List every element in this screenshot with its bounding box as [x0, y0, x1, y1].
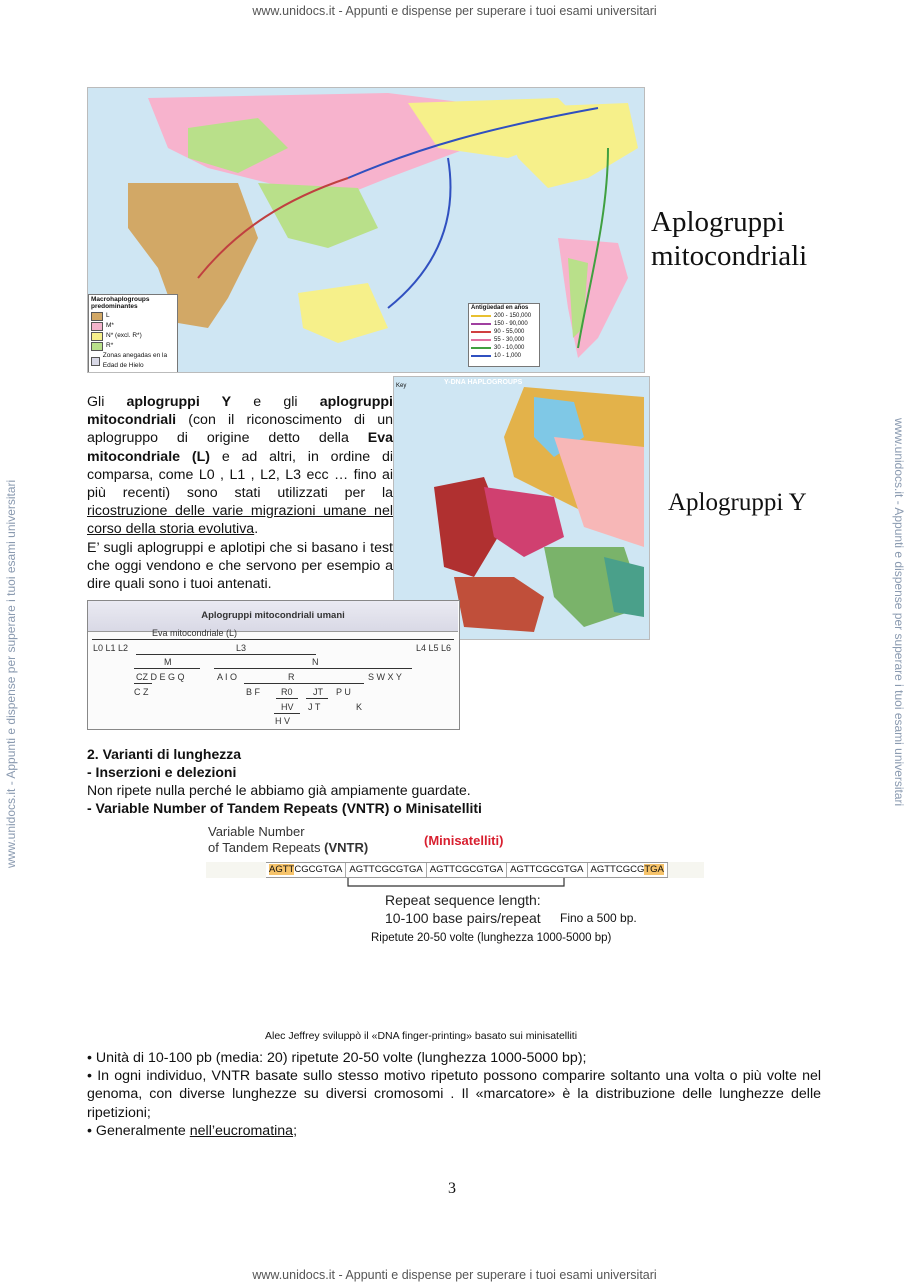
tree-row1-left: L0 L1 L2	[93, 643, 129, 653]
mito-haplogroup-map	[87, 87, 645, 373]
age-legend-items	[469, 312, 539, 360]
tree-row6: H V	[275, 716, 291, 726]
caption-mito: Aplogruppi mitocondriali	[651, 206, 808, 272]
tree-line-cz	[134, 683, 152, 684]
legend-label: N* (excl. R*)	[106, 332, 142, 339]
para-text-3: (con il riconoscimento di un aplogruppo di origine detto della	[87, 412, 393, 447]
bullet-list	[87, 1049, 821, 1140]
vntr-repeat-unit: AGTTCGCGTGA	[427, 863, 507, 877]
vntr-repeat-unit: AGTTCGCGTGA	[507, 863, 587, 877]
tree-M: M	[164, 657, 172, 667]
legend-label: Zonas anegadas en la Edad de Hielo	[102, 352, 168, 369]
tree-eva: Eva mitocondriale (L)	[152, 628, 238, 638]
tree-line-n	[214, 668, 412, 669]
para-text-4: e ad altri, in ordine di comparsa, come L0 , L1 , L2, L3 ecc … fino ai più recenti) sono stati utilizzati per la	[87, 448, 393, 502]
vntr-repeat-unit: AGTTCGCGTGA	[588, 863, 668, 877]
tree-row3-b: A I O	[217, 672, 238, 682]
age-legend-item	[469, 320, 539, 328]
tree-row5-K: K	[356, 702, 363, 712]
tree-line-m	[134, 668, 200, 669]
vntr-repeat-1: Repeat sequence length:	[385, 892, 541, 908]
vntr-repeat-unit: AGTTCGCGTGA	[266, 863, 346, 877]
section-2-sub1: - Inserzioni e delezioni	[87, 764, 237, 780]
para-text-2: e gli	[231, 394, 320, 410]
legend-label: R*	[106, 342, 114, 349]
vntr-repeat-unit: AGTTCGCGTGA	[346, 863, 426, 877]
para-bold-3: Eva mitocondriale (L)	[87, 430, 393, 465]
age-legend-label: 90 - 55,000	[494, 329, 525, 335]
para-2: E’ sugli aplogruppi e aplotipi che si basano i test che oggi vendono e che servono per esempio a dire quali sono i tuoi antenati.	[87, 539, 393, 593]
tree-row4-JT: JT	[313, 687, 323, 697]
bullet-3-pre: • Generalmente	[87, 1122, 190, 1139]
section-2-sub2: - Variable Number of Tandem Repeats (VNTR) o Minisatelliti	[87, 800, 482, 816]
vntr-label-2-bold: (VNTR)	[324, 840, 369, 855]
tree-line-l3	[136, 654, 316, 655]
section-2-text1: Non ripete nulla perché le abbiamo già ampiamente guardate.	[87, 782, 471, 798]
alec-note: Alec Jeffrey sviluppò il «DNA finger-printing» basato sui minisatelliti	[265, 1030, 578, 1042]
para-text-1: Gli	[87, 394, 127, 410]
para-underline: ricostruzione delle varie migrazioni umane nel corso della storia evolutiva	[87, 503, 393, 538]
tree-row4-RO: R0	[281, 687, 293, 697]
legend-label: L	[106, 312, 110, 319]
age-legend-title: Antigüedad en años	[471, 305, 529, 311]
age-legend-label: 55 - 30,000	[494, 337, 525, 343]
legend-swatch	[91, 342, 103, 351]
vntr-ripetute: Ripetute 20-50 volte (lunghezza 1000-5000 bp)	[371, 932, 612, 944]
tree-row4-a: C Z	[134, 687, 149, 697]
bullet-2: • In ogni individuo, VNTR basate sullo stesso motivo ripetuto possono comparire soltanto una volta o più volte nel genoma, con diverse lunghezze su diversi cromosomi . Il «marcatore» è la distribuzione delle lunghezze delle ripetizioni;	[87, 1068, 821, 1121]
tree-line-root	[92, 639, 454, 640]
tree-line-r0	[276, 698, 298, 699]
age-legend-item	[469, 352, 539, 360]
vntr-fino: Fino a 500 bp.	[560, 911, 637, 925]
vntr-mini: (Minisatelliti)	[424, 833, 504, 848]
tree-row3-c: S W X Y	[368, 672, 402, 682]
age-legend-arrow	[471, 331, 491, 333]
bullet-3-underline: nell’eucromatina	[189, 1122, 294, 1139]
bullet-3-post: ;	[293, 1122, 298, 1139]
age-legend-arrow	[471, 355, 491, 357]
age-legend-item	[469, 312, 539, 320]
side-watermark-right: www.unidocs.it - Appunti e dispense per superare i tuoi esami universitari	[892, 418, 906, 807]
vntr-repeat-2: 10-100 base pairs/repeat	[385, 910, 541, 926]
age-legend-item	[469, 328, 539, 336]
tree-row3-a: CZ D E G Q	[136, 672, 185, 682]
legend-swatch	[91, 312, 103, 321]
para-text-5: .	[254, 521, 259, 538]
tree-line-r	[244, 683, 364, 684]
section-2-heading: 2. Varianti di lunghezza	[87, 746, 242, 762]
para-bold-2: aplogruppi mitocondriali	[87, 394, 393, 429]
vntr-label-2	[208, 840, 368, 855]
tree-row5-HV: HV	[281, 702, 294, 712]
tree-row4-b: B F	[246, 687, 261, 697]
tree-row3-R: R	[288, 672, 295, 682]
age-legend-item	[469, 344, 539, 352]
tree-title: Aplogruppi mitocondriali umani	[88, 601, 458, 632]
vntr-sequence-strip	[266, 862, 668, 878]
bullet-1: • Unità di 10-100 pb (media: 20) ripetute 20-50 volte (lunghezza 1000-5000 bp);	[87, 1050, 587, 1066]
age-legend-item	[469, 336, 539, 344]
haplogroup-tree	[87, 600, 460, 730]
legend-item	[89, 331, 177, 341]
age-legend-label: 150 - 90,000	[494, 321, 528, 327]
age-legend-arrow	[471, 315, 491, 317]
tree-row1-right: L4 L5 L6	[416, 643, 452, 653]
legend-item	[89, 311, 177, 321]
age-legend-label: 200 - 150,000	[494, 313, 532, 319]
tree-N: N	[312, 657, 319, 667]
vntr-label-2-plain: of Tandem Repeats	[208, 840, 325, 855]
tree-line-hv	[274, 713, 300, 714]
legend-title: Macrohaplogroups predominantes	[91, 296, 150, 310]
para-bold-1: aplogruppi Y	[126, 394, 232, 410]
caption-y: Aplogruppi Y	[668, 489, 807, 516]
footer-watermark: www.unidocs.it - Appunti e dispense per superare i tuoi esami universitari	[252, 1268, 657, 1282]
legend-label: M*	[106, 322, 114, 329]
page-number: 3	[448, 1180, 456, 1197]
header-watermark: www.unidocs.it - Appunti e dispense per superare i tuoi esami universitari	[252, 4, 657, 18]
legend-swatch	[91, 332, 103, 341]
age-legend-label: 10 - 1,000	[494, 353, 522, 359]
bullet-3	[87, 1122, 821, 1140]
legend-item	[89, 321, 177, 331]
legend-swatch	[91, 357, 100, 366]
vntr-label-1: Variable Number	[208, 824, 305, 839]
y-map-key: Key	[396, 383, 407, 389]
side-watermark-left: www.unidocs.it - Appunti e dispense per superare i tuoi esami universitari	[4, 479, 18, 868]
age-legend-arrow	[471, 339, 491, 341]
tree-row1-mid: L3	[236, 643, 247, 653]
map-legend-age	[468, 303, 540, 367]
legend-item	[89, 351, 177, 371]
section-2	[87, 745, 827, 817]
tree-line-jt	[306, 698, 328, 699]
intro-paragraph	[87, 393, 393, 593]
age-legend-arrow	[471, 323, 491, 325]
legend-swatch	[91, 322, 103, 331]
legend-item	[89, 341, 177, 351]
y-map-title: Y-DNA HAPLOGROUPS	[444, 379, 523, 386]
age-legend-arrow	[471, 347, 491, 349]
vntr-figure	[206, 822, 704, 950]
age-legend-label: 30 - 10,000	[494, 345, 525, 351]
tree-row4-c: P U	[336, 687, 351, 697]
map-legend-macrohaplogroups	[88, 294, 178, 373]
vntr-bracket	[346, 878, 566, 892]
legend-items	[89, 311, 177, 371]
tree-row5-JT: J T	[308, 702, 321, 712]
